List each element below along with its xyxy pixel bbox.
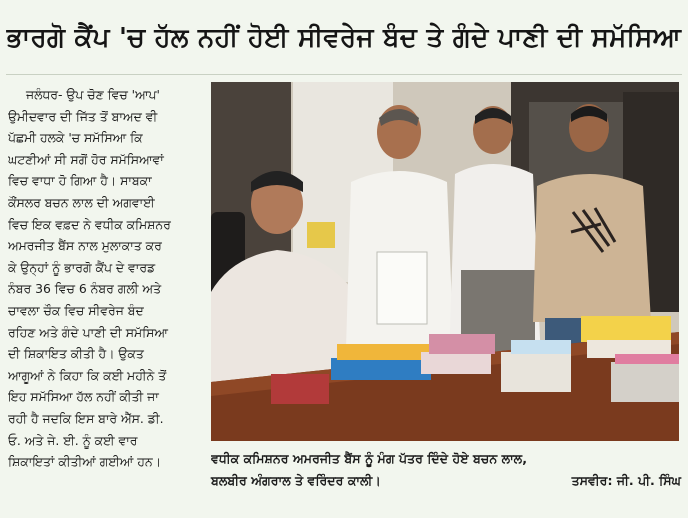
- caption-line-1: ਵਧੀਕ ਕਮਿਸ਼ਨਰ ਅਮਰਜੀਤ ਬੈਂਸ ਨੂੰ ਮੰਗ ਪੱਤਰ ਦਿੰਦੇ ਹੋਏ ਬਚਨ ਲਾਲ,: [211, 451, 527, 466]
- caption-line-2-row: [211, 470, 681, 492]
- article-line: ਇਹ ਸਮੱਸਿਆ ਹੱਲ ਨਹੀਂ ਕੀਤੀ ਜਾ: [8, 389, 159, 405]
- article-line: ਉਮੀਦਵਾਰ ਦੀ ਜਿੱਤ ਤੋਂ ਬਾਅਦ ਵੀ: [8, 108, 158, 124]
- caption-line-2: ਬਲਬੀਰ ਅੰਗਰਾਲ ਤੇ ਵਰਿੰਦਰ ਕਾਲੀ।: [211, 473, 381, 488]
- office-scene-illustration: [211, 82, 679, 441]
- headline-divider: [6, 74, 682, 75]
- article-line: ਦੀ ਸ਼ਿਕਾਇਤ ਕੀਤੀ ਹੈ। ਉਕਤ: [8, 346, 144, 362]
- article-line: ਵਿਚ ਇਕ ਵਫ਼ਦ ਨੇ ਵਧੀਕ ਕਮਿਸ਼ਨਰ: [8, 216, 171, 232]
- article-line: ਰਹੀ ਹੈ ਜਦਕਿ ਇਸ ਬਾਰੇ ਐੱਸ. ਡੀ.: [8, 410, 164, 426]
- article-line: ਜਲੰਧਰ- ਉਪ ਚੋਣ ਵਿਚ 'ਆਪ': [26, 87, 160, 102]
- article-line: ਸ਼ਿਕਾਇਤਾਂ ਕੀਤੀਆਂ ਗਈਆਂ ਹਨ।: [8, 454, 161, 470]
- article-line: ਕੌਂਸਲਰ ਬਚਨ ਲਾਲ ਦੀ ਅਗਵਾਈ: [8, 194, 155, 210]
- article-line: ਨੰਬਰ 36 ਵਿਚ 6 ਨੰਬਰ ਗਲੀ ਅਤੇ: [8, 281, 162, 297]
- article-line: ਵਿਚ ਵਾਧਾ ਹੋ ਗਿਆ ਹੈ। ਸਾਬਕਾ: [8, 173, 152, 189]
- article-line: ਰਹਿਣ ਅਤੇ ਗੰਦੇ ਪਾਣੀ ਦੀ ਸਮੱਸਿਆ: [8, 324, 168, 340]
- article-line: ਪੱਛਮੀ ਹਲਕੇ 'ਚ ਸਮੱਸਿਆ ਕਿ: [8, 130, 143, 146]
- photo-caption: [211, 448, 681, 508]
- photo-credit: ਤਸਵੀਰ: ਜੀ. ਪੀ. ਸਿੰਘ: [571, 473, 681, 488]
- article-line: ਚਾਵਲਾ ਚੌਕ ਵਿਚ ਸੀਵਰੇਜ ਬੰਦ: [8, 302, 144, 318]
- article-line: ਘਟਣੀਆਂ ਸੀ ਸਗੋਂ ਹੋਰ ਸਮੱਸਿਆਵਾਂ: [8, 151, 164, 167]
- article-line: ਆਗੂਆਂ ਨੇ ਕਿਹਾ ਕਿ ਕਈ ਮਹੀਨੇ ਤੋਂ: [8, 367, 167, 383]
- headline: ਭਾਰਗੋ ਕੈਂਪ 'ਚ ਹੱਲ ਨਹੀਂ ਹੋਈ ਸੀਵਰੇਜ ਬੰਦ ਤੇ ਗੰਦੇ ਪਾਣੀ ਦੀ ਸਮੱਸਿਆ: [6, 22, 682, 53]
- news-photo: [211, 82, 679, 441]
- article-line: ਓ. ਅਤੇ ਜੇ. ਈ. ਨੂੰ ਕਈ ਵਾਰ: [8, 432, 138, 448]
- article-body: [8, 84, 206, 512]
- article-line: ਅਮਰਜੀਤ ਬੈਂਸ ਨਾਲ ਮੁਲਾਕਾਤ ਕਰ: [8, 238, 162, 254]
- article-line: ਕੇ ਉਨ੍ਹਾਂ ਨੂੰ ਭਾਰਗੋ ਕੈਂਪ ਦੇ ਵਾਰਡ: [8, 259, 156, 275]
